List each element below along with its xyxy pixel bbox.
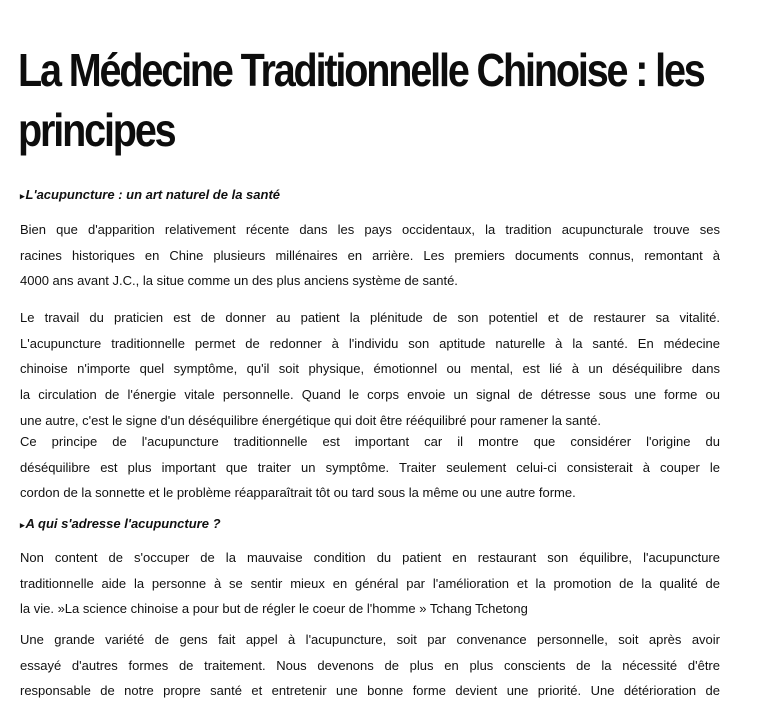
paragraph	[20, 217, 720, 294]
paragraph	[20, 305, 720, 433]
text-line: responsable de notre propre santé et entretenir une bonne forme devient une priorité. Une détérioration de	[20, 683, 720, 699]
paragraph	[20, 429, 720, 506]
text-line: 4000 ans avant J.C., la situe comme un des plus anciens système de santé.	[20, 273, 458, 289]
text-line: la vie. »La science chinoise a pour but de régler le coeur de l'homme » Tchang Tchetong	[20, 601, 528, 617]
text-line: déséquilibre est plus important que traiter un symptôme. Traiter seulement celui-ci consisterait à couper le	[20, 459, 720, 475]
text-line: chinoise n'importe quel symptôme, qu'il soit physique, émotionnel ou mental, est lié à un déséquilibre dans	[20, 361, 720, 377]
title-line: La Médecine Traditionnelle Chinoise : les	[18, 44, 704, 96]
text-line: Ce principe de l'acupuncture traditionnelle est important car il montre que considérer l'origine du	[20, 434, 720, 449]
paragraph	[20, 627, 720, 704]
section-heading-who	[20, 516, 221, 533]
section-heading-text: L'acupuncture : un art naturel de la santé	[25, 187, 281, 202]
text-line: Le travail du praticien est de donner au patient la plénitude de son potentiel et de restaurer sa vitalité.	[20, 310, 720, 325]
arrow-bullet-icon: ▸	[20, 191, 25, 201]
text-line: racines historiques en Chine plusieurs millénaires en arrière. Les premiers documents connus, remontant à	[20, 247, 720, 263]
text-line: Une grande variété de gens fait appel à l'acupuncture, soit par convenance personnelle, soit après avoir	[20, 632, 720, 647]
text-line: Bien que d'apparition relativement récente dans les pays occidentaux, la tradition acupuncturale trouve ses	[20, 222, 720, 237]
page-title	[18, 40, 704, 160]
text-line: L'acupuncture traditionnelle permet de redonner à l'individu son aptitude naturelle à la santé. En médecine	[20, 335, 720, 351]
text-line: Non content de s'occuper de la mauvaise condition du patient en restaurant son équilibre, l'acupuncture	[20, 550, 720, 565]
section-heading-acupuncture-art	[20, 187, 280, 204]
text-line: cordon de la sonnette et le problème réapparaîtrait tôt ou tard sous la même ou une autre forme.	[20, 485, 576, 501]
title-line: principes	[18, 104, 175, 156]
section-heading-text: A qui s'adresse l'acupuncture ?	[25, 516, 221, 531]
text-line: la circulation de l'énergie vitale personnelle. Quand le corps envoie un signal de détresse sous une forme ou	[20, 387, 720, 403]
text-line: une autre, c'est le signe d'un déséquilibre énergétique qui doit être rééquilibré pour ramener la santé.	[20, 412, 601, 428]
paragraph	[20, 545, 720, 622]
text-line: essayé d'autres formes de traitement. Nous devenons de plus en plus conscients de la nécessité d'être	[20, 657, 720, 673]
arrow-bullet-icon: ▸	[20, 520, 25, 530]
text-line: traditionnelle aide la personne à se sentir mieux en général par l'amélioration et la promotion de la qualité de	[20, 575, 720, 591]
